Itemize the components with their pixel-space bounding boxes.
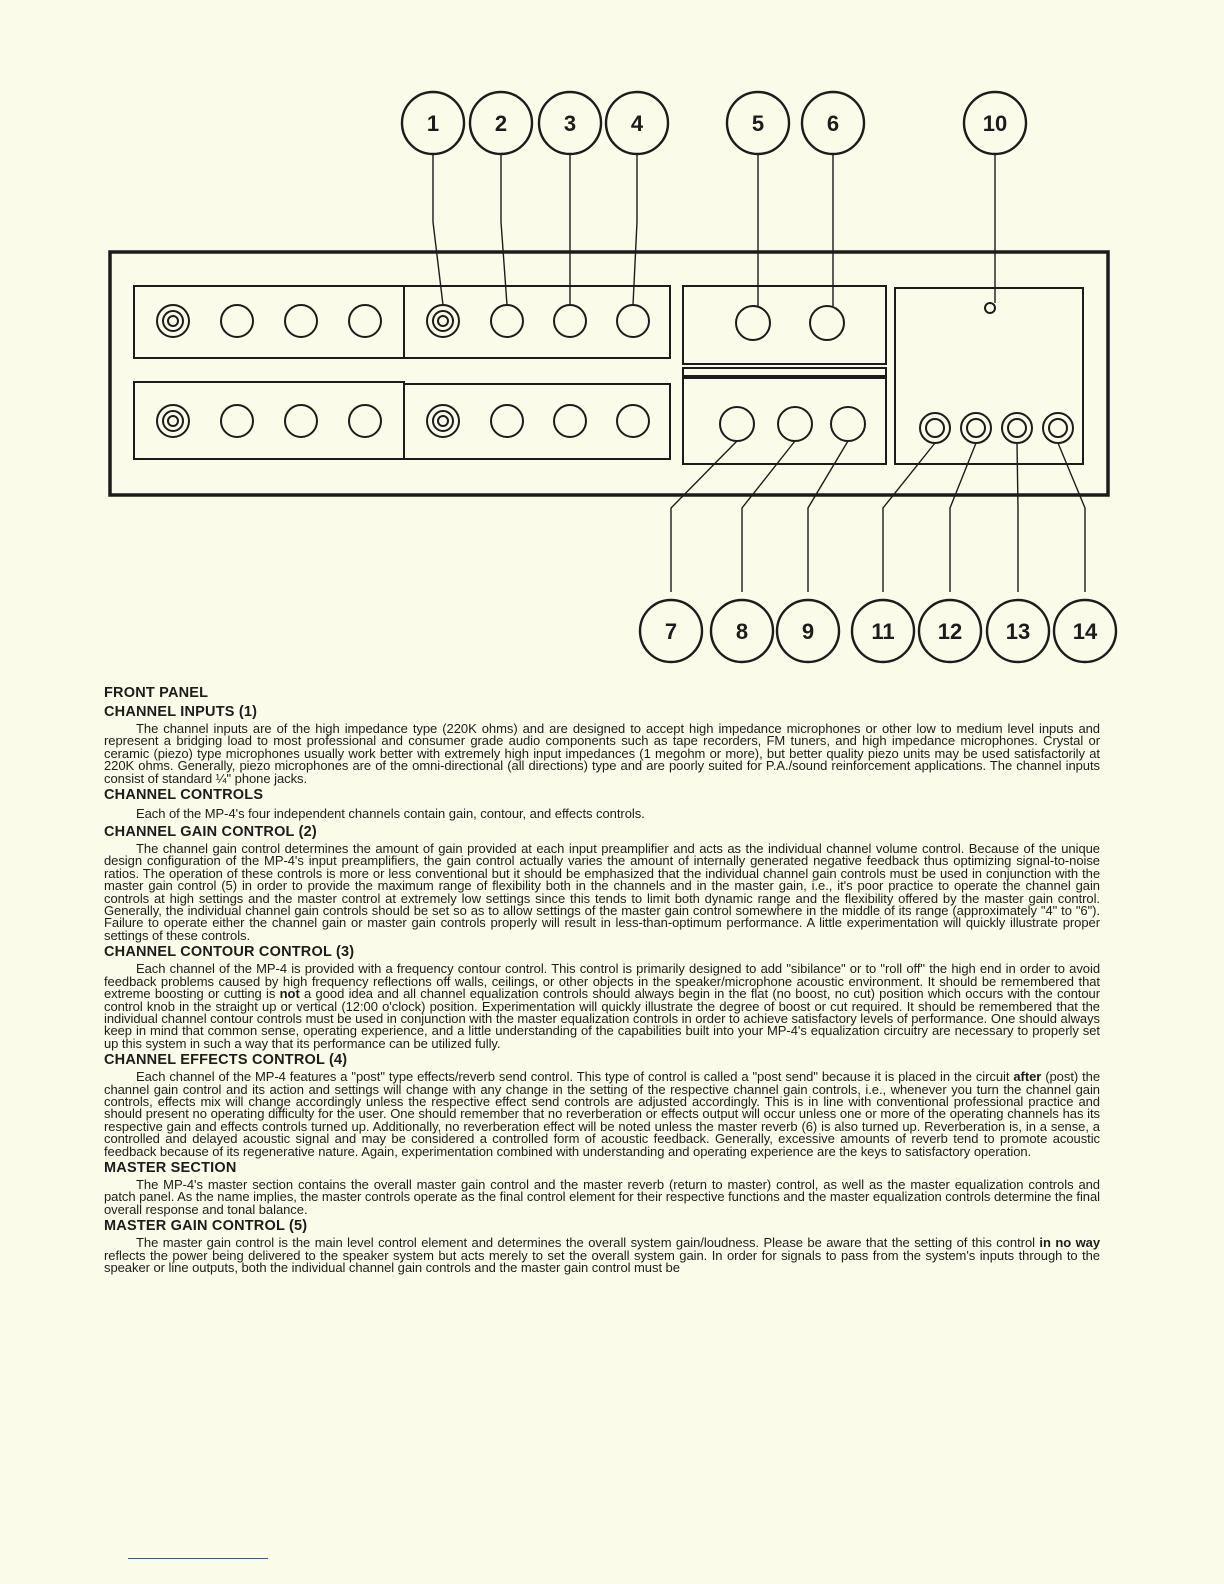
callout-label: 5 xyxy=(751,111,765,136)
callout-label: 11 xyxy=(871,619,895,644)
input-jack-icon xyxy=(433,411,453,431)
callout-label: 14 xyxy=(1072,619,1098,644)
knob-icon xyxy=(554,405,586,437)
knob-icon xyxy=(491,405,523,437)
input-jack-icon xyxy=(168,316,178,326)
callout-label: 6 xyxy=(826,111,840,136)
master-reverb-knob-icon xyxy=(810,306,844,340)
input-jack-icon xyxy=(157,305,189,337)
patch-jack-icon xyxy=(1049,419,1067,437)
leader-line xyxy=(1058,443,1085,592)
knob-icon xyxy=(349,305,381,337)
section-heading: CHANNEL GAIN CONTROL (2) xyxy=(104,824,317,841)
section-body: Each channel of the MP-4 features a "post" type effects/reverb send control. This type of control is called a "post send" because it is placed in the circuit after (post) the channel gain control and its action and settings will change with any change in the setting of the respective channel gain controls, i.e., whenever you turn the channel gain controls, effects mix will change accordingly unless the respective effect send controls are adjusted accordingly. This is in line with conventional professional practice and should present no operating difficulty for the user. One should remember that no reverberation or effects output will occur unless one or more of the operating channels has its respective gain and effects controls turned up. Additionally, no reverberation effect will be noted unless the master reverb (6) is also turned up. Reverberation is, in a sense, a controlled and delayed acoustic signal and may be considered a controlled form of acoustic feedback. Generally, excessive amounts of reverb tend to promote acoustic feedback because of its regenerative nature. Again, experimentation combined with understanding and operating experience are the keys to satisfactory operation. xyxy=(104,1069,1101,1159)
section-heading: MASTER SECTION xyxy=(104,1159,237,1176)
input-jack-icon xyxy=(433,311,453,331)
channel-strip-box xyxy=(134,286,404,358)
patch-jack-icon xyxy=(967,419,985,437)
leader-line xyxy=(433,152,443,305)
patch-jack-icon xyxy=(1002,413,1032,443)
input-jack-icon xyxy=(427,405,459,437)
section-heading: CHANNEL INPUTS (1) xyxy=(104,704,258,720)
master-gain-knob-icon xyxy=(736,306,770,340)
knob-icon xyxy=(349,405,381,437)
patch-jack-icon xyxy=(961,413,991,443)
knob-icon xyxy=(491,305,523,337)
patch-jack-icon xyxy=(920,413,950,443)
input-jack-icon xyxy=(168,416,178,426)
input-jack-icon xyxy=(163,311,183,331)
eq-knob-icon xyxy=(720,407,754,441)
channel-strip-box xyxy=(134,382,404,459)
input-jack-icon xyxy=(438,416,448,426)
input-jack-icon xyxy=(157,405,189,437)
leader-line xyxy=(501,152,507,305)
master-gain-box xyxy=(683,286,886,364)
patch-jack-icon xyxy=(1043,413,1073,443)
leader-line xyxy=(883,443,935,592)
callout-label: 1 xyxy=(426,111,440,136)
callout-label: 3 xyxy=(563,111,577,136)
eq-knob-icon xyxy=(831,407,865,441)
callout-label: 7 xyxy=(664,619,678,644)
callout-label: 10 xyxy=(982,111,1008,136)
master-divider xyxy=(683,368,886,376)
section-heading: CHANNEL CONTROLS xyxy=(104,787,264,804)
section-body: The channel gain control determines the amount of gain provided at each input preamplifier and acts as the individual channel volume control. Because of the unique design configuration of the MP-4's input preamplifiers, the gain control actually varies the amount of internally generated negative feedback thus optimizing signal-to-noise ratios. The operation of these controls is more or less conventional but it should be emphasized that the individual channel gain controls must be used in conjunction with the master gain control (5) in order to provide the maximum range of flexibility both in the channels and in the master gain, i.e., it's poor practice to operate the channel gain controls at high settings and the master control at extremely low settings since this tends to limit both dynamic range and the flexibility offered by the master gain control. Generally, the individual channel gain controls should be set so as to allow settings of the master gain control somewhere in the middle of its range (approximately "4" to "6"). Failure to operate either the channel gain or master gain controls properly will result in less-than-optimum performance. A little experimentation will quickly illustrate proper settings of these controls. xyxy=(104,841,1100,943)
section-body: The master gain control is the main level control element and determines the overall system gain/loudness. Please be aware that the setting of this control in no way reflects the power being delivered to the speaker system but acts merely to set the overall system gain. In order for signals to pass from the system's inputs through to the speaker or line outputs, both the individual channel gain controls and the master gain control must be xyxy=(104,1235,1100,1275)
leader-line xyxy=(1017,443,1018,592)
section-heading: FRONT PANEL xyxy=(104,685,209,701)
knob-icon xyxy=(617,305,649,337)
leader-line xyxy=(950,443,976,592)
input-jack-icon xyxy=(438,316,448,326)
input-jack-icon xyxy=(427,305,459,337)
section-heading: CHANNEL CONTOUR CONTROL (3) xyxy=(104,944,355,961)
section-body: The channel inputs are of the high impedance type (220K ohms) and are designed to accept high impedance microphones or other low to medium level inputs and represent a bridging load to most professional and consumer grade audio components such as tape recorders, FM tuners, and high impedance microphones. Crystal or ceramic (piezo) type microphones usually work better with extremely high input impedances (1 megohm or more), but better quality piezo units may be used satisfactorily at 220K ohms. Generally, piezo microphones are of the omni-directional (all directions) type and are poorly suited for P.A./sound reinforcement applications. The channel inputs consist of standard ¼" phone jacks. xyxy=(104,721,1100,786)
callout-label: 12 xyxy=(937,619,963,644)
knob-icon xyxy=(554,305,586,337)
section-body: The MP-4's master section contains the overall master gain control and the master reverb (return to master) control, as well as the master equalization controls and patch panel. As the name implies, the master controls operate as the final control element for their respective functions and the master equalization controls determine the final overall response and tonal balance. xyxy=(104,1176,1100,1217)
callout-label: 4 xyxy=(630,111,644,136)
section-body: Each of the MP-4's four independent channels contain gain, contour, and effects controls. xyxy=(136,806,645,822)
knob-icon xyxy=(221,405,253,437)
section-heading: CHANNEL EFFECTS CONTROL (4) xyxy=(104,1052,348,1069)
section-body: Each channel of the MP-4 is provided with a frequency contour control. This control is primarily designed to add "sibilance" or to "roll off" the high end in order to avoid feedback problems caused by high frequency reflections off walls, ceilings, or other objects in the speaker/microphone acoustic environment. It should be remembered that extreme boosting or cutting is not a good idea and all channel equalization controls should always begin in the flat (no boost, no cut) position which occurs with the contour control knob in the straight up or vertical (12:00 o'clock) position. Experimentation will quickly illustrate the degree of boost or cut required. It should be remembered that the individual channel contour controls must be used in conjunction with the master equalization controls in order to achieve satisfactory levels of performance. One should always keep in mind that common sense, operating experience, and a little understanding of the capabilities built into your MP-4's equalization circuitry are necessary to properly set up this system in such a way that its performance can be utilized fully. xyxy=(104,961,1101,1051)
knob-icon xyxy=(285,405,317,437)
eq-knob-icon xyxy=(778,407,812,441)
knob-icon xyxy=(617,405,649,437)
channel-strip-box xyxy=(404,384,670,459)
channel-strip-box xyxy=(404,286,670,358)
knob-icon xyxy=(221,305,253,337)
front-panel-diagram xyxy=(0,0,1224,670)
input-jack-icon xyxy=(163,411,183,431)
eq-box xyxy=(683,378,886,464)
knob-icon xyxy=(285,305,317,337)
callout-label: 8 xyxy=(735,619,749,644)
patch-jack-icon xyxy=(1008,419,1026,437)
indicator-lamp-icon xyxy=(985,303,995,313)
callout-label: 13 xyxy=(1005,619,1031,644)
manual-text xyxy=(104,684,1100,1275)
callout-label: 2 xyxy=(494,111,508,136)
footer-rule xyxy=(128,1558,268,1559)
section-heading: MASTER GAIN CONTROL (5) xyxy=(104,1218,308,1235)
callout-label: 9 xyxy=(801,619,815,644)
patch-jack-icon xyxy=(926,419,944,437)
leader-line xyxy=(633,152,637,305)
